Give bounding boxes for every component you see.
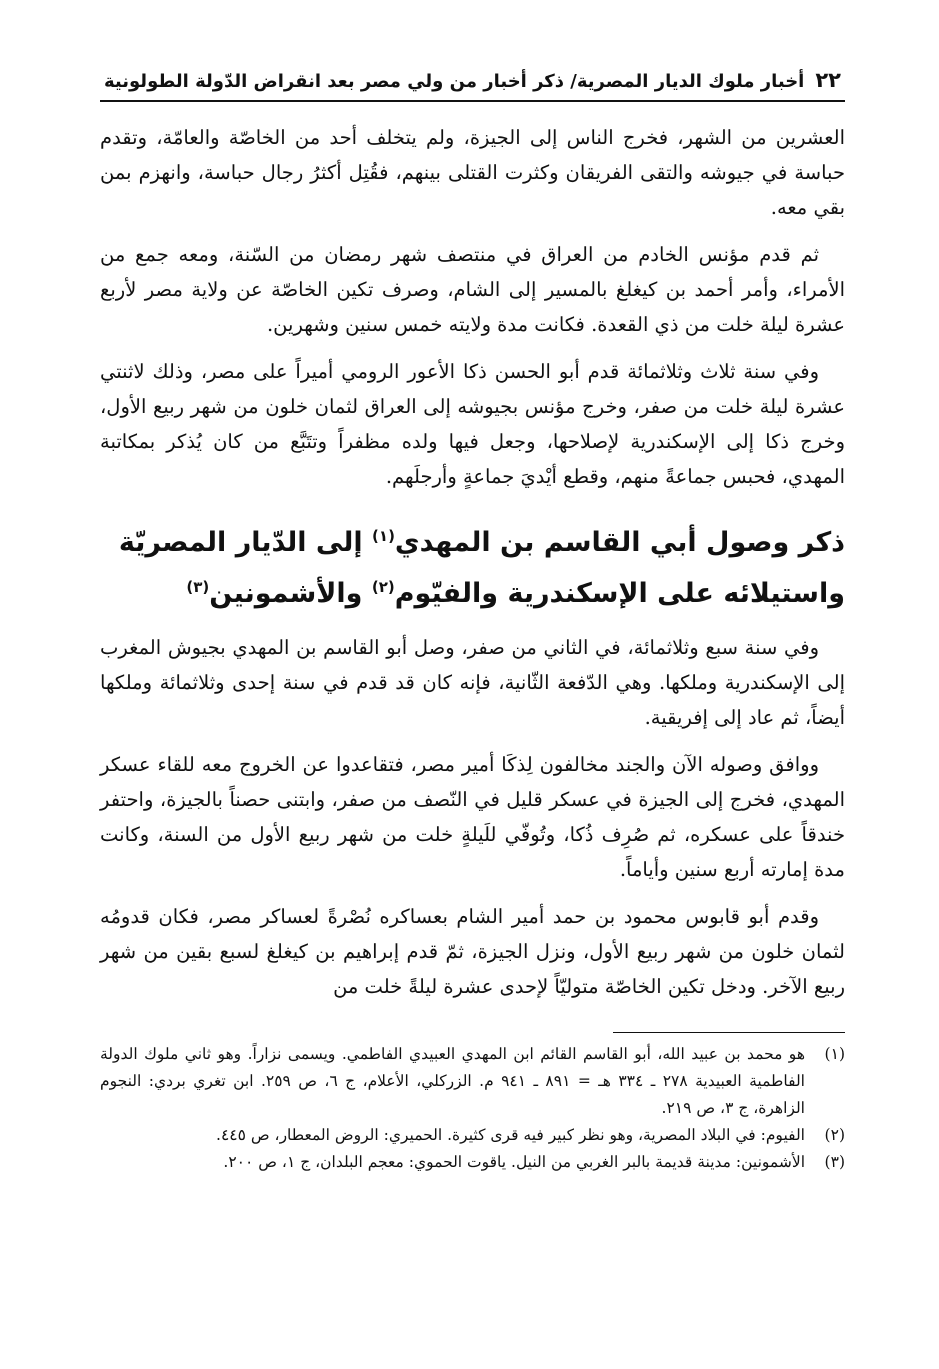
heading-text: والأشمونين xyxy=(209,578,363,609)
section-heading xyxy=(100,514,845,616)
book-page xyxy=(100,62,845,1176)
footnote-number: (٢) xyxy=(824,1126,845,1144)
footnote-1 xyxy=(100,1041,845,1122)
footnotes xyxy=(100,1041,845,1176)
footnote-2 xyxy=(100,1122,845,1149)
main-text xyxy=(100,120,845,1004)
footnote-number: (١) xyxy=(824,1045,845,1063)
footnote-3 xyxy=(100,1149,845,1176)
paragraph: ثم قدم مؤنس الخادم من العراق في منتصف شهر رمضان من السّنة، ومعه جمع من الأمراء، وأمر أحمد بن كيغلغ بالمسير إلى الشام، وصرف تكين الخاصّة عن ولاية مصر لأربع عشرة ليلة خلت من ذي القعدة. فكانت مدة ولايته خمس سنين وشهرين. xyxy=(100,243,845,336)
heading-text: واستيلائه على الإسكندرية والفيّوم xyxy=(394,578,845,609)
footnote-text: الفيوم: في البلاد المصرية، وهو نظر كبير فيه قرى كثيرة. الحميري: الروض المعطار، ص ٤٤٥. xyxy=(216,1126,805,1144)
footnote-number: (٣) xyxy=(824,1153,845,1171)
paragraph: العشرين من الشهر، فخرج الناس إلى الجيزة، ولم يتخلف أحد من الخاصّة والعامّة، وتقدم حباسة في جيوشه والتقى الفريقان وكثرت القتلى بينهم، فقُتِل أكثرُ رجال حباسة، وانهزم بمن بقي معه. xyxy=(100,126,845,219)
section-heading-line-2 xyxy=(100,565,845,616)
running-title: أخبار ملوك الديار المصرية/ ذكر أخبار من ولي مصر بعد انقراض الدّولة الطولونية xyxy=(104,71,805,92)
paragraph: ووافق وصوله الآن والجند مخالفون لِذكَا أمير مصر، فتقاعدوا عن الخروج معه للقاء عسكر المهدي، فخرج إلى الجيزة في عسكر قليل في النّصف من صفر، وابتنى حصناً بالجيزة، واحتفر خندقاً على عسكره، ثم صُرِف ذُكا، وتُوفّي للَيلةٍ خلت من شهر ربيع الأول من السنة، وكانت مدة إمارته أربع سنين وأياماً. xyxy=(100,753,845,881)
paragraph: وفي سنة سبع وثلاثمائة، في الثاني من صفر، وصل أبو القاسم بن المهدي بجيوش المغرب إلى الإسكندرية وملكها. وهي الدّفعة الثّانية، فإنه كان قد قدم في سنة إحدى وثلاثمائة وملكها أيضاً، ثم عاد إلى إفريقية. xyxy=(100,636,845,729)
footnote-text: الأشمونين: مدينة قديمة بالبر الغربي من النيل. ياقوت الحموي: معجم البلدان، ج ١، ص ٢٠٠. xyxy=(223,1153,805,1171)
running-header xyxy=(100,62,845,102)
paragraph: وفي سنة ثلاث وثلاثمائة قدم أبو الحسن ذكا الأعور الرومي أميراً على مصر، وذلك لاثنتي عشرة ليلة خلت من صفر، وخرج مؤنس بجيوشه إلى العراق لثمان خلون من شهر ربيع الأول، وخرج ذكا إلى الإسكندرية لإصلاحها، وجعل فيها ولده مظفراً وتتَبَّع من كان يُذكر بمكاتبة المهدي، فحبس جماعةً منهم، وقطع أيْديَ جماعةٍ وأرجلَهم. xyxy=(100,360,845,488)
footnote-ref-2[interactable]: (٢) xyxy=(371,578,395,596)
footnote-ref-3[interactable]: (٣) xyxy=(186,578,210,596)
footnote-ref-1[interactable]: (١) xyxy=(372,527,395,545)
footnote-divider xyxy=(613,1032,845,1033)
heading-text: إلى الدّيار المصريّة xyxy=(118,527,363,558)
paragraph: وقدم أبو قابوس محمود بن حمد أمير الشام بعساكره نُصْرةً لعساكر مصر، فكان قدومُه لثمان خلون من شهر ربيع الأول، ونزل الجيزة، ثمّ قدم إبراهيم بن كيغلغ لسبع بقين من شهر ربيع الآخر. ودخل تكين الخاصّة متوليّاً لإحدى عشرة ليلةً خلت من xyxy=(100,905,845,998)
footnote-text: هو محمد بن عبيد الله، أبو القاسم القائم ابن المهدي العبيدي الفاطمي. ويسمى نزاراً. وهو ثاني ملوك الدولة الفاطمية العبيدية ٢٧٨ ـ ٣٣٤ هـ = ٨٩١ ـ ٩٤١ م. الزركلي، الأعلام، ج ٦، ص ٢٥٩. ابن تغري بردي: النجوم الزاهرة، ج ٣، ص ٢١٩. xyxy=(100,1045,805,1117)
heading-text: ذكر وصول أبي القاسم بن المهدي xyxy=(394,527,845,558)
page-number: ٢٢ xyxy=(815,68,841,92)
section-heading-line-1 xyxy=(100,514,845,565)
